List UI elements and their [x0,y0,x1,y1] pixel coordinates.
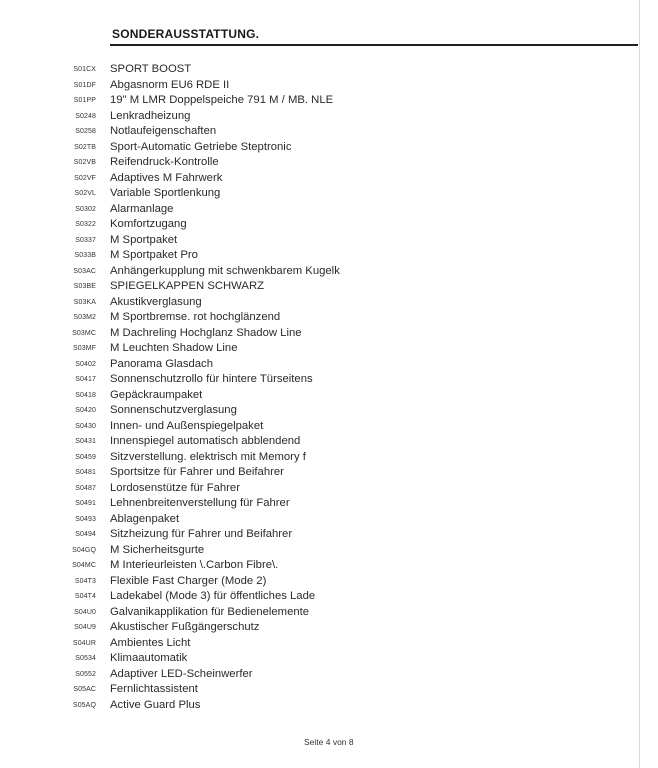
list-item [40,558,600,574]
option-code: S04T4 [74,593,96,600]
option-description: Ablagenpaket [110,512,180,525]
list-item [40,202,600,218]
option-code: S03AC [73,267,96,275]
option-code: S0420 [75,407,96,414]
list-item [40,295,600,311]
list-item [40,140,600,156]
list-item [40,78,600,94]
list-item [40,682,600,698]
option-description: Ambientes Licht [110,636,191,649]
option-code: S04U9 [74,624,96,631]
list-item [40,93,600,109]
option-description: Innen- und Außenspiegelpaket [110,419,264,432]
list-item [40,310,600,326]
option-description: Sonnenschutzverglasung [110,404,237,416]
list-item [40,605,600,621]
option-code: S04UR [72,639,96,647]
option-description: SPIEGELKAPPEN SCHWARZ [110,280,265,292]
option-code: S03M2 [73,314,96,321]
option-code: S01PP [73,97,96,104]
option-description: Sonnenschutzrollo für hintere Türseitens [110,373,313,385]
option-code: S04MC [72,562,96,569]
title-underline [110,44,638,46]
page-number: Seite 4 von 8 [304,737,354,747]
option-description: Akustikverglasung [110,295,202,308]
list-item [40,264,600,280]
option-code: S0552 [75,670,96,678]
list-item [40,186,600,202]
option-description: Active Guard Plus [110,698,201,711]
option-code: S01CX [73,66,96,73]
list-item [40,574,600,590]
list-item [40,434,600,450]
list-item [40,341,600,357]
option-description: M Sicherheitsgurte [110,543,205,556]
list-item [40,171,600,187]
option-description: Innenspiegel automatisch abblendend [110,435,301,447]
option-code: S0493 [75,515,96,523]
option-description: Lenkradheizung [110,109,191,122]
option-code: S033B [74,252,96,259]
list-item [40,636,600,652]
option-description: Abgasnorm EU6 RDE II [110,78,230,91]
list-item [40,155,600,171]
list-item [40,357,600,373]
option-code: S0337 [75,236,96,244]
option-code: S02VF [74,174,96,182]
option-code: S0248 [75,112,96,120]
page-title: SONDERAUSSTATTUNG. [112,27,260,41]
list-item [40,589,600,605]
list-item [40,388,600,404]
option-code: S03KA [73,298,96,306]
option-code: S0258 [75,128,96,135]
option-code: S04T3 [74,577,96,585]
option-code: S0322 [75,221,96,228]
option-description: SPORT BOOST [110,63,192,75]
option-description: M Dachreling Hochglanz Shadow Line [110,326,302,339]
list-item [40,698,600,714]
option-code: S0402 [75,360,96,368]
option-code: S02VL [74,190,96,197]
option-description: 19" M LMR Doppelspeiche 791 M / MB. NLE [110,94,334,106]
option-description: M Leuchten Shadow Line [110,342,238,354]
option-description: Flexible Fast Charger (Mode 2) [110,574,267,587]
option-code: S0431 [75,438,96,445]
option-description: Sitzverstellung. elektrisch mit Memory f [110,450,306,463]
option-code: S0302 [75,205,96,213]
option-code: S05AC [73,686,96,693]
option-description: Reifendruck-Kontrolle [110,156,219,168]
option-code: S04U0 [74,608,96,616]
option-description: Ladekabel (Mode 3) für öffentliches Lade [110,590,316,602]
option-code: S03MF [72,345,96,352]
option-code: S0481 [75,469,96,476]
list-item [40,109,600,125]
option-code: S0417 [75,376,96,383]
option-code: S0494 [75,531,96,538]
option-code: S01DF [73,81,96,89]
list-item [40,620,600,636]
option-code: S0459 [75,453,96,461]
option-code: S0534 [75,655,96,662]
option-description: Sitzheizung für Fahrer und Beifahrer [110,528,293,540]
list-item [40,543,600,559]
equipment-list [40,62,600,713]
list-item [40,62,600,78]
option-description: Adaptives M Fahrwerk [110,171,223,184]
list-item [40,124,600,140]
option-code: S03BE [73,283,96,290]
page-edge [639,0,640,768]
option-description: Klimaautomatik [110,652,188,664]
list-item [40,279,600,295]
option-description: Lordosenstütze für Fahrer [110,481,240,494]
option-description: Panorama Glasdach [110,357,213,370]
option-description: M Sportpaket Pro [110,249,198,261]
list-item [40,217,600,233]
option-description: Alarmanlage [110,202,174,215]
option-description: M Sportbremse. rot hochglänzend [110,311,281,323]
option-description: Sportsitze für Fahrer und Beifahrer [110,466,284,478]
option-code: S03MC [72,329,96,337]
option-description: Galvanikapplikation für Bedienelemente [110,605,310,618]
option-description: Adaptiver LED-Scheinwerfer [110,667,253,680]
list-item [40,233,600,249]
list-item [40,496,600,512]
option-description: Akustischer Fußgängerschutz [110,621,260,633]
list-item [40,248,600,264]
option-description: Komfortzugang [110,218,187,230]
option-description: M Sportpaket [110,233,178,246]
option-description: Variable Sportlenkung [110,187,221,199]
list-item [40,527,600,543]
list-item [40,326,600,342]
option-description: M Interieurleisten \.Carbon Fibre\. [110,559,279,571]
list-item [40,465,600,481]
list-item [40,651,600,667]
list-item [40,667,600,683]
list-item [40,419,600,435]
list-item [40,403,600,419]
list-item [40,481,600,497]
option-code: S0491 [75,500,96,507]
option-code: S05AQ [72,701,96,709]
option-description: Anhängerkupplung mit schwenkbarem Kugelk [110,264,340,277]
list-item [40,372,600,388]
option-description: Gepäckraumpaket [110,388,203,401]
option-code: S02TB [74,143,96,151]
option-description: Fernlichtassistent [110,683,198,695]
option-description: Notlaufeigenschaften [110,125,217,137]
option-description: Lehnenbreitenverstellung für Fahrer [110,497,290,509]
option-code: S0487 [75,484,96,492]
option-code: S02VB [73,159,96,166]
option-code: S0430 [75,422,96,430]
option-code: S04GQ [72,546,96,554]
option-code: S0418 [75,391,96,399]
list-item [40,450,600,466]
list-item [40,512,600,528]
option-description: Sport-Automatic Getriebe Steptronic [110,140,292,153]
